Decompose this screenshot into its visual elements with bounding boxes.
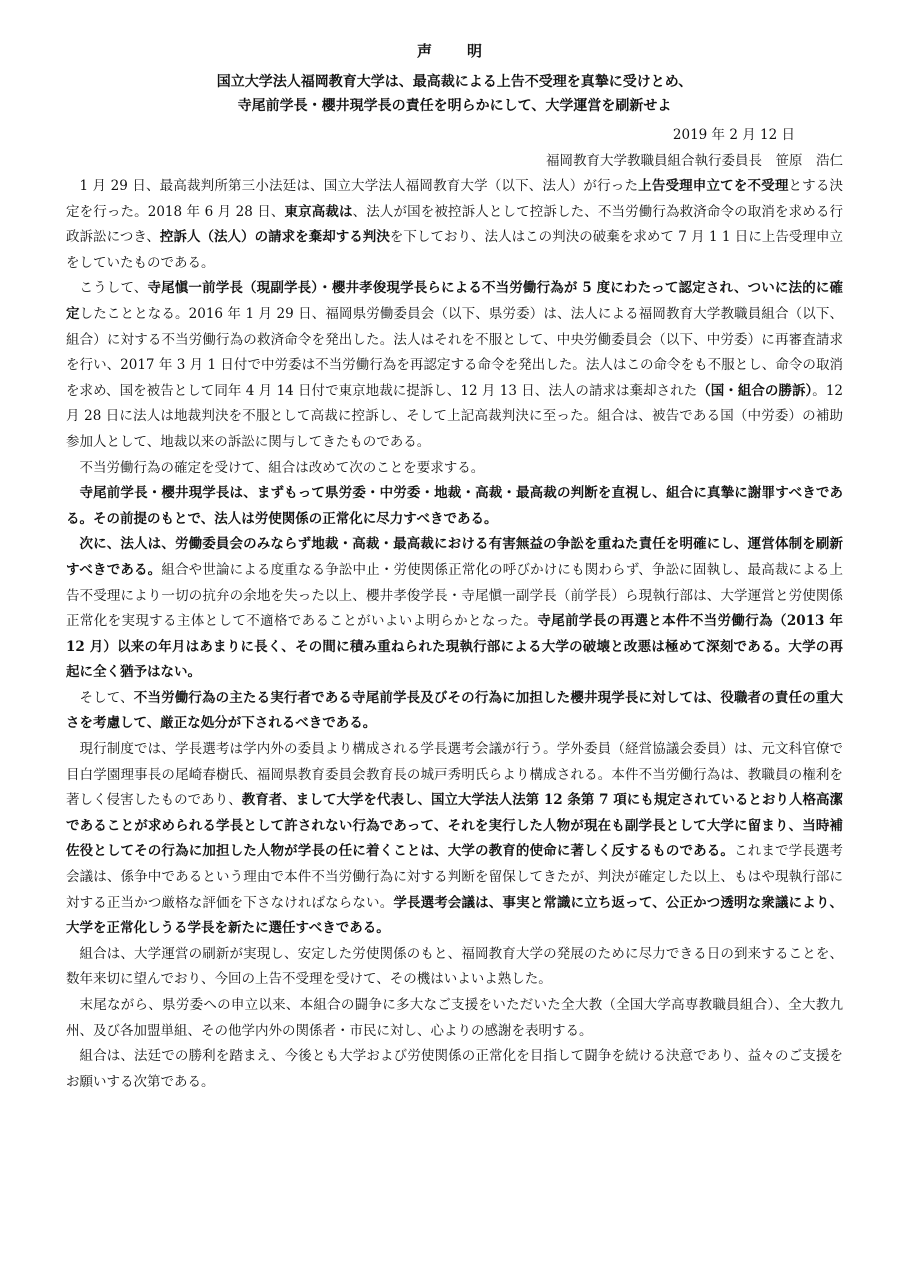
emphasis-text: 教育者、まして大学を代表し、国立大学法人法第 12 条第 7 項にも規定されているとおり人格高潔であることが求められる学長として許されない行為であって、それを実行した人物が現在も副学長として大学に留まり、当時補佐役としてその行為に加担した人物が学長の任に着くことは、大学の教育的使命に著しく反するものである。 bbox=[66, 792, 843, 860]
paragraph-3 bbox=[66, 456, 843, 482]
emphasis-text: 寺尾前学長・櫻井現学長は、まずもって県労委・中労委・地裁・高裁・最高裁の判断を直視し、組合に真摯に謝罪すべきである。その前提のもとで、法人は労使関係の正常化に尽力すべきである。 bbox=[66, 485, 843, 527]
emphasis-text: （国・組合の勝訴） bbox=[697, 382, 813, 399]
body-text: 、法人が国を被控訴人として控訴した、不当労働行為救済命令の取消を求める行政訴訟につき、 bbox=[66, 203, 844, 246]
emphasis-text: 東京高裁は bbox=[284, 203, 353, 220]
subtitle-line-1: 国立大学法人福岡教育大学は、最高裁による上告不受理を真摯に受けとめ、 bbox=[216, 74, 693, 90]
body-text: 現行制度では、学長選考は学内外の委員より構成される学長選考会議が行う。学外委員（経営協議会委員）は、元文科官僚で目白学園理事長の尾崎春樹氏、福岡県教育委員会教育長の城戸秀明氏らより構成される。本件不当労働行為は、教職員の権利を著しく侵害したものであり、 bbox=[66, 741, 843, 809]
paragraph-8 bbox=[66, 942, 843, 993]
body-text: こうして、 bbox=[79, 280, 148, 297]
body-text: 組合や世論による度重なる争訟中止・労使関係正常化の呼びかけにも関わらず、争訟に固執し、最高裁による上告不受理により一切の抗弁の余地を失った以上、櫻井孝俊学長・寺尾愼一副学長（前学長）ら現執行部は、大学運営と労使関係正常化を実現する主体として不適格であることがいよいよ明らかとなった。 bbox=[66, 561, 844, 630]
body-text: 末尾ながら、県労委への申立以来、本組合の闘争に多大なご支援をいただいた全大教（全国大学高専教職員組合）、全大教九州、及び各加盟単組、その他学内外の関係者・市民に対し、心よりの感謝を表明する。 bbox=[66, 997, 843, 1039]
body-text: そして、 bbox=[79, 689, 134, 706]
paragraph-10 bbox=[66, 1044, 843, 1095]
paragraph-7 bbox=[66, 737, 843, 942]
emphasis-text: 上告受理申立てを不受理 bbox=[638, 178, 789, 194]
body-text: したこととなる。2016 年 1 月 29 日、福岡県労働委員会（以下、県労委）は、法人による福岡教育大学教職員組合（以下、組合）に対する不当労働行為の救済命令を発出した。法人はそれを不服として、中央労働委員会（以下、中労委）に再審査請求を行い、2017 年 3 月 1 日付で中労委は不当労働行為を再認定する命令を発出した。法人はこの命令をも不服とし、命令の取消を求め、国を被告として同年 4 月 14 日付で東京地裁に提訴し、12 月 13 日、法人の請求は棄却された bbox=[66, 305, 843, 399]
emphasis-text: 学長選考会議は、事実と常識に立ち返って、公正かつ透明な衆議により、大学を正常化しうる学長を新たに選任すべきである。 bbox=[66, 894, 843, 937]
emphasis-text: 寺尾愼一前学長（現副学長）・櫻井孝俊現学長らによる不当労働行為が 5 度にわたって認定され、ついに法的に確定 bbox=[66, 280, 843, 322]
statement-body bbox=[66, 174, 843, 1095]
body-text: を下しており、法人はこの判決の破棄を求めて 7 月 1 1 日に上告受理申立をしていたものである。 bbox=[66, 229, 843, 271]
document-title: 声 明 bbox=[416, 42, 492, 60]
body-text: 不当労働行為の確定を受けて、組合は改めて次のことを要求する。 bbox=[79, 459, 485, 476]
emphasis-text: 控訴人（法人）の請求を棄却する判決 bbox=[159, 229, 390, 246]
paragraph-6 bbox=[66, 686, 843, 737]
emphasis-text: 次に、法人は、労働委員会のみならず地裁・高裁・最高裁における有害無益の争訟を重ねた責任を明確にし、運営体制を刷新すべきである。 bbox=[66, 536, 843, 578]
paragraph-9 bbox=[66, 993, 843, 1044]
body-text: これまで学長選考会議は、係争中であるという理由で本件不当労働行為に対する判断を留保してきたが、判決が確定した以上、もはや現執行部に対する正当かつ厳格な評価を下さなければならない。 bbox=[66, 843, 843, 911]
subtitle bbox=[66, 70, 843, 118]
paragraph-4 bbox=[66, 481, 843, 532]
paragraph-5 bbox=[66, 532, 843, 686]
paragraph-1 bbox=[66, 174, 843, 276]
emphasis-text: 寺尾前学長の再選と本件不当労働行為（2013 年 12 月）以来の年月はあまりに長く、その間に積み重ねられた現執行部による大学の破壊と改悪は極めて深刻である。大学の再起に全く猶予はない。 bbox=[66, 613, 843, 681]
subtitle-line-2: 寺尾前学長・櫻井現学長の責任を明らかにして、大学運営を刷新せよ bbox=[237, 98, 672, 114]
body-text: 組合は、大学運営の刷新が実現し、安定した労使関係のもと、福岡教育大学の発展のために尽力できる日の到来することを、数年来切に望んでおり、今回の上告不受理を受けて、その機はいよいよ熟した。 bbox=[66, 945, 843, 988]
body-text: 。12 月 28 日に法人は地裁判決を不服として高裁に控訴し、そして上記高裁判決に至った。組合は、被告である国（中労委）の補助参加人として、地裁以来の訴訟に関与してきたものである。 bbox=[66, 382, 843, 450]
body-text: 1 月 29 日、最高裁判所第三小法廷は、国立大学法人福岡教育大学（以下、法人）が行った bbox=[79, 178, 639, 194]
body-text: 組合は、法廷での勝利を踏まえ、今後とも大学および労使関係の正常化を目指して闘争を続ける決意であり、益々のご支援をお願いする次第である。 bbox=[66, 1048, 843, 1090]
statement-author: 福岡教育大学教職員組合執行委員長 笹原 浩仁 bbox=[546, 153, 843, 169]
body-text: とする決定を行った。2018 年 6 月 28 日、 bbox=[66, 178, 844, 220]
paragraph-2 bbox=[66, 276, 843, 455]
statement-date: 2019 年 2 月 12 日 bbox=[672, 127, 795, 143]
emphasis-text: 不当労働行為の主たる実行者である寺尾前学長及びその行為に加担した櫻井現学長に対しては、役職者の責任の重大さを考慮して、厳正な処分が下されるべきである。 bbox=[66, 689, 843, 732]
